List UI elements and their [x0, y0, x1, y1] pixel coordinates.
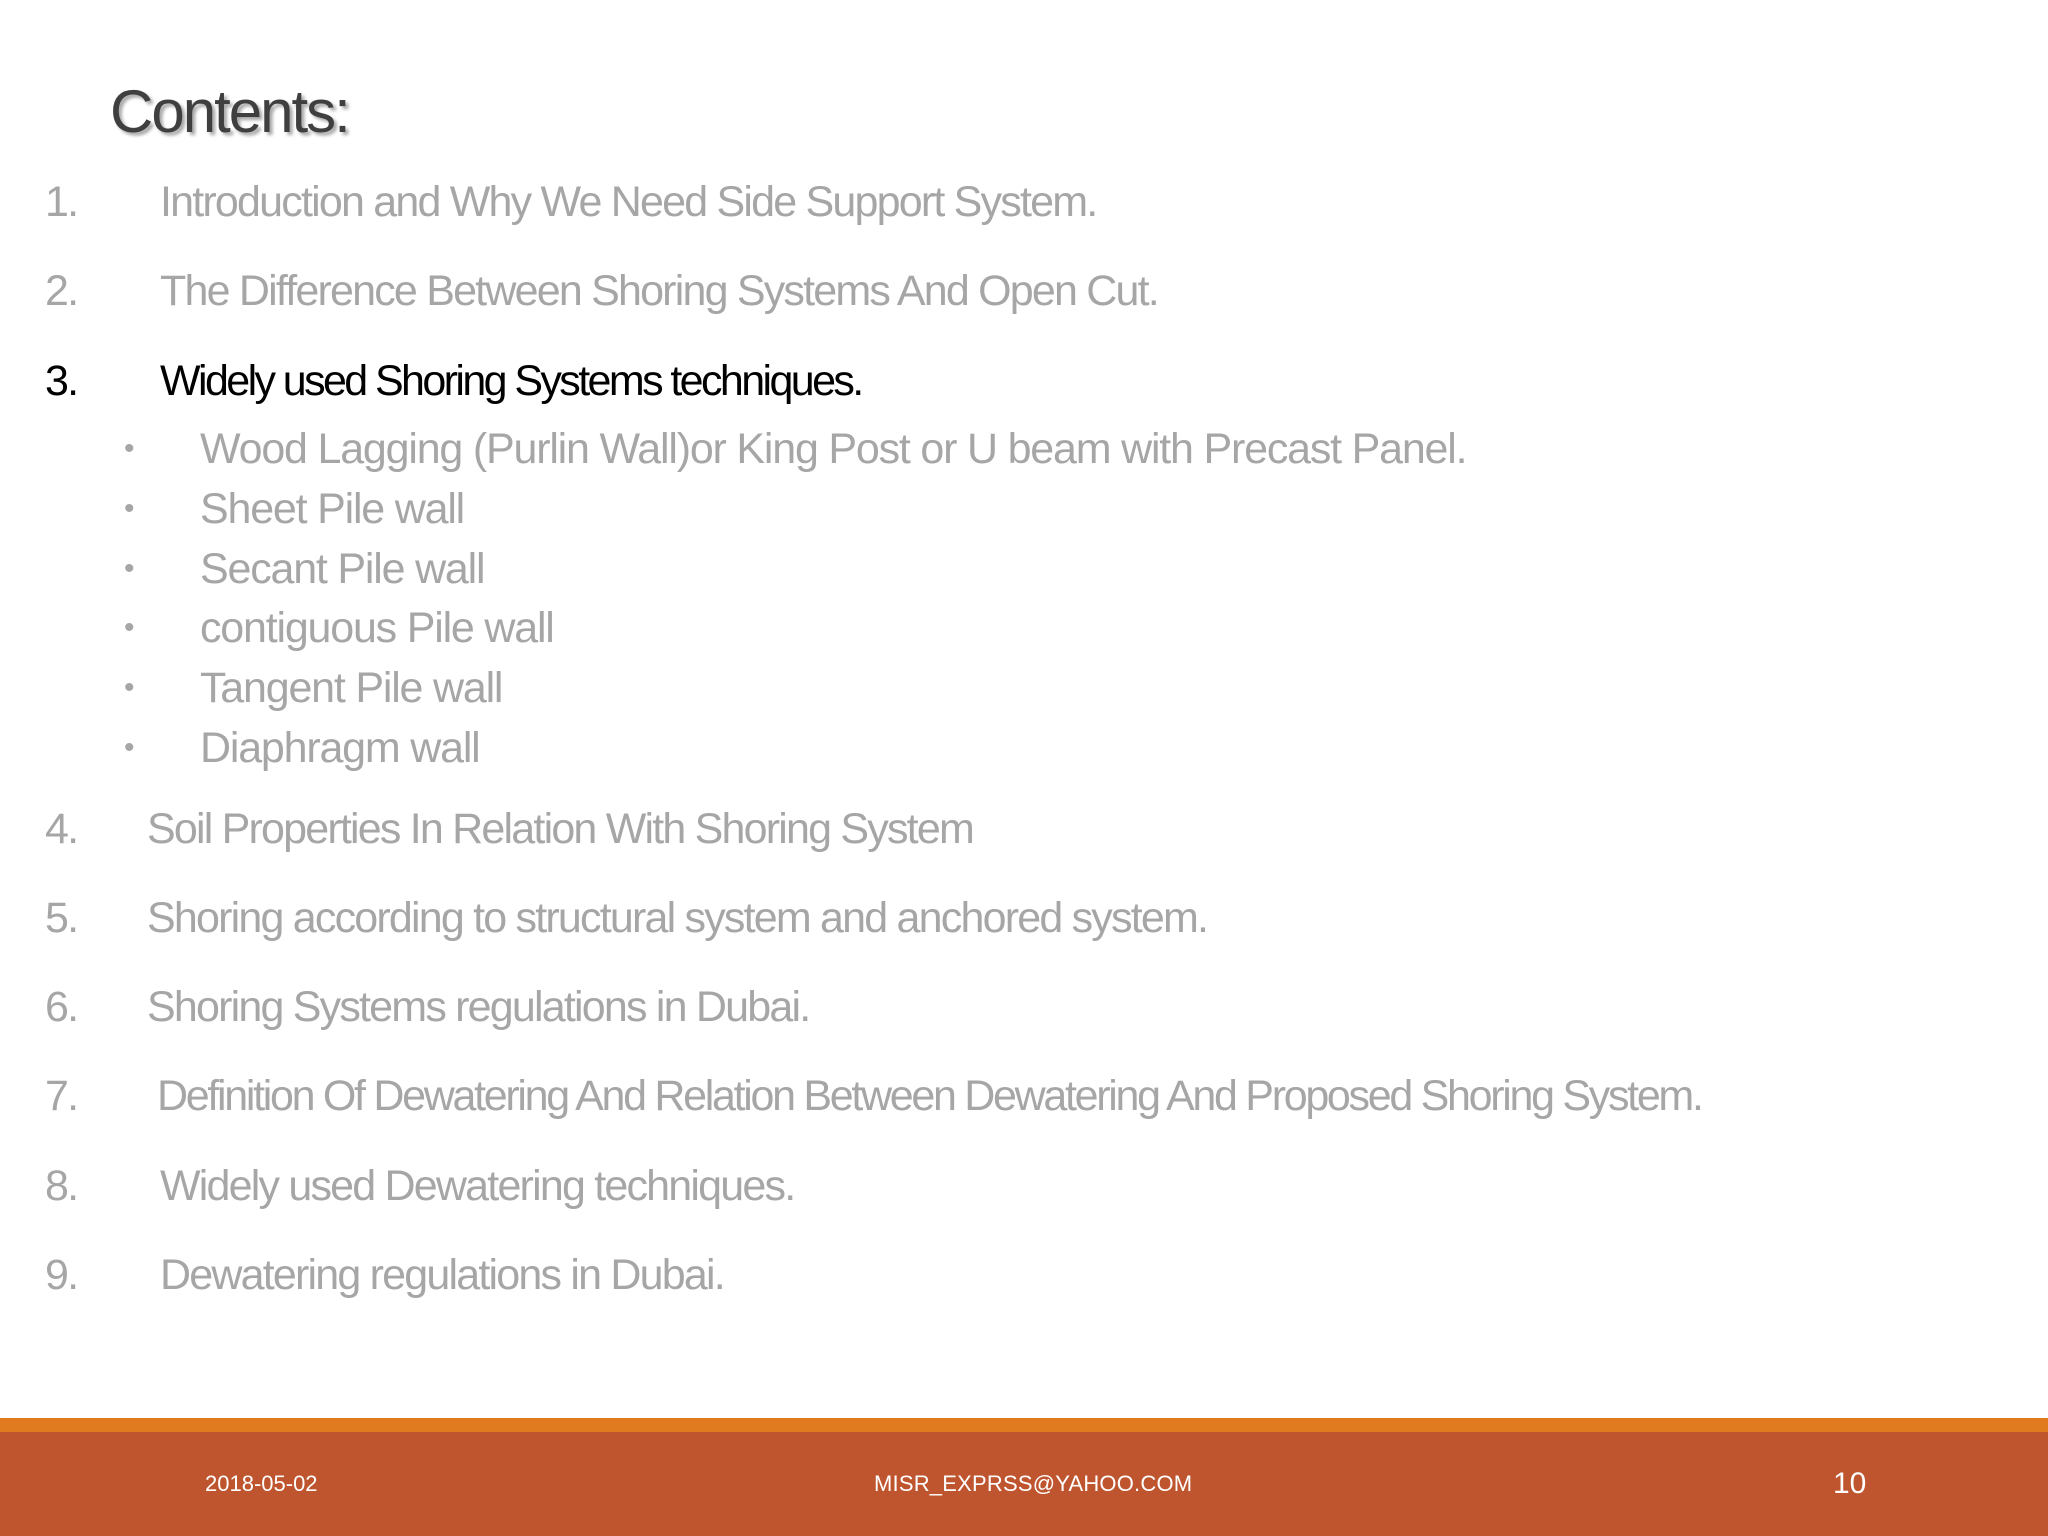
item-label: Widely used Dewatering techniques.	[160, 1162, 795, 1210]
sub-item-label: contiguous Pile wall	[200, 604, 554, 652]
slide-title: Contents:	[110, 78, 349, 145]
footer-email: MISR_EXPRSS@YAHOO.COM	[874, 1471, 1193, 1496]
sub-item-label: Diaphragm wall	[200, 724, 480, 772]
item-number: 9.	[45, 1251, 78, 1299]
item-label: Widely used Shoring Systems techniques.	[160, 357, 862, 405]
item-number: 7.	[45, 1072, 78, 1120]
sub-item-label: Wood Lagging (Purlin Wall)or King Post or U beam with Precast Panel.	[200, 425, 1467, 473]
bullet-icon: •	[124, 552, 134, 585]
bullet-icon: •	[124, 671, 134, 704]
item-number: 8.	[45, 1162, 78, 1210]
item-number: 2.	[45, 267, 78, 315]
footer-page-number: 10	[1833, 1467, 1867, 1500]
item-label: The Difference Between Shoring Systems And Open Cut.	[160, 267, 1158, 315]
sub-item-label: Secant Pile wall	[200, 545, 485, 593]
item-number: 1.	[45, 178, 78, 226]
bullet-icon: •	[124, 492, 134, 525]
bullet-icon: •	[124, 611, 134, 644]
footer-bar	[0, 1432, 2048, 1536]
item-label: Soil Properties In Relation With Shoring System	[147, 805, 973, 853]
item-number: 6.	[45, 983, 78, 1031]
item-label: Definition Of Dewatering And Relation Between Dewatering And Proposed Shoring System.	[157, 1072, 1702, 1120]
item-number: 4.	[45, 805, 78, 853]
footer-accent-stripe	[0, 1418, 2048, 1432]
sub-item-label: Tangent Pile wall	[200, 664, 503, 712]
item-number: 5.	[45, 894, 78, 942]
item-label: Dewatering regulations in Dubai.	[160, 1251, 724, 1299]
item-label: Shoring Systems regulations in Dubai.	[147, 983, 810, 1031]
bullet-icon: •	[124, 432, 134, 465]
bullet-icon: •	[124, 731, 134, 764]
item-label: Introduction and Why We Need Side Support System.	[160, 178, 1097, 226]
item-number: 3.	[45, 357, 78, 405]
item-label: Shoring according to structural system and anchored system.	[147, 894, 1208, 942]
sub-item-label: Sheet Pile wall	[200, 485, 465, 533]
footer-date: 2018-05-02	[205, 1471, 318, 1496]
